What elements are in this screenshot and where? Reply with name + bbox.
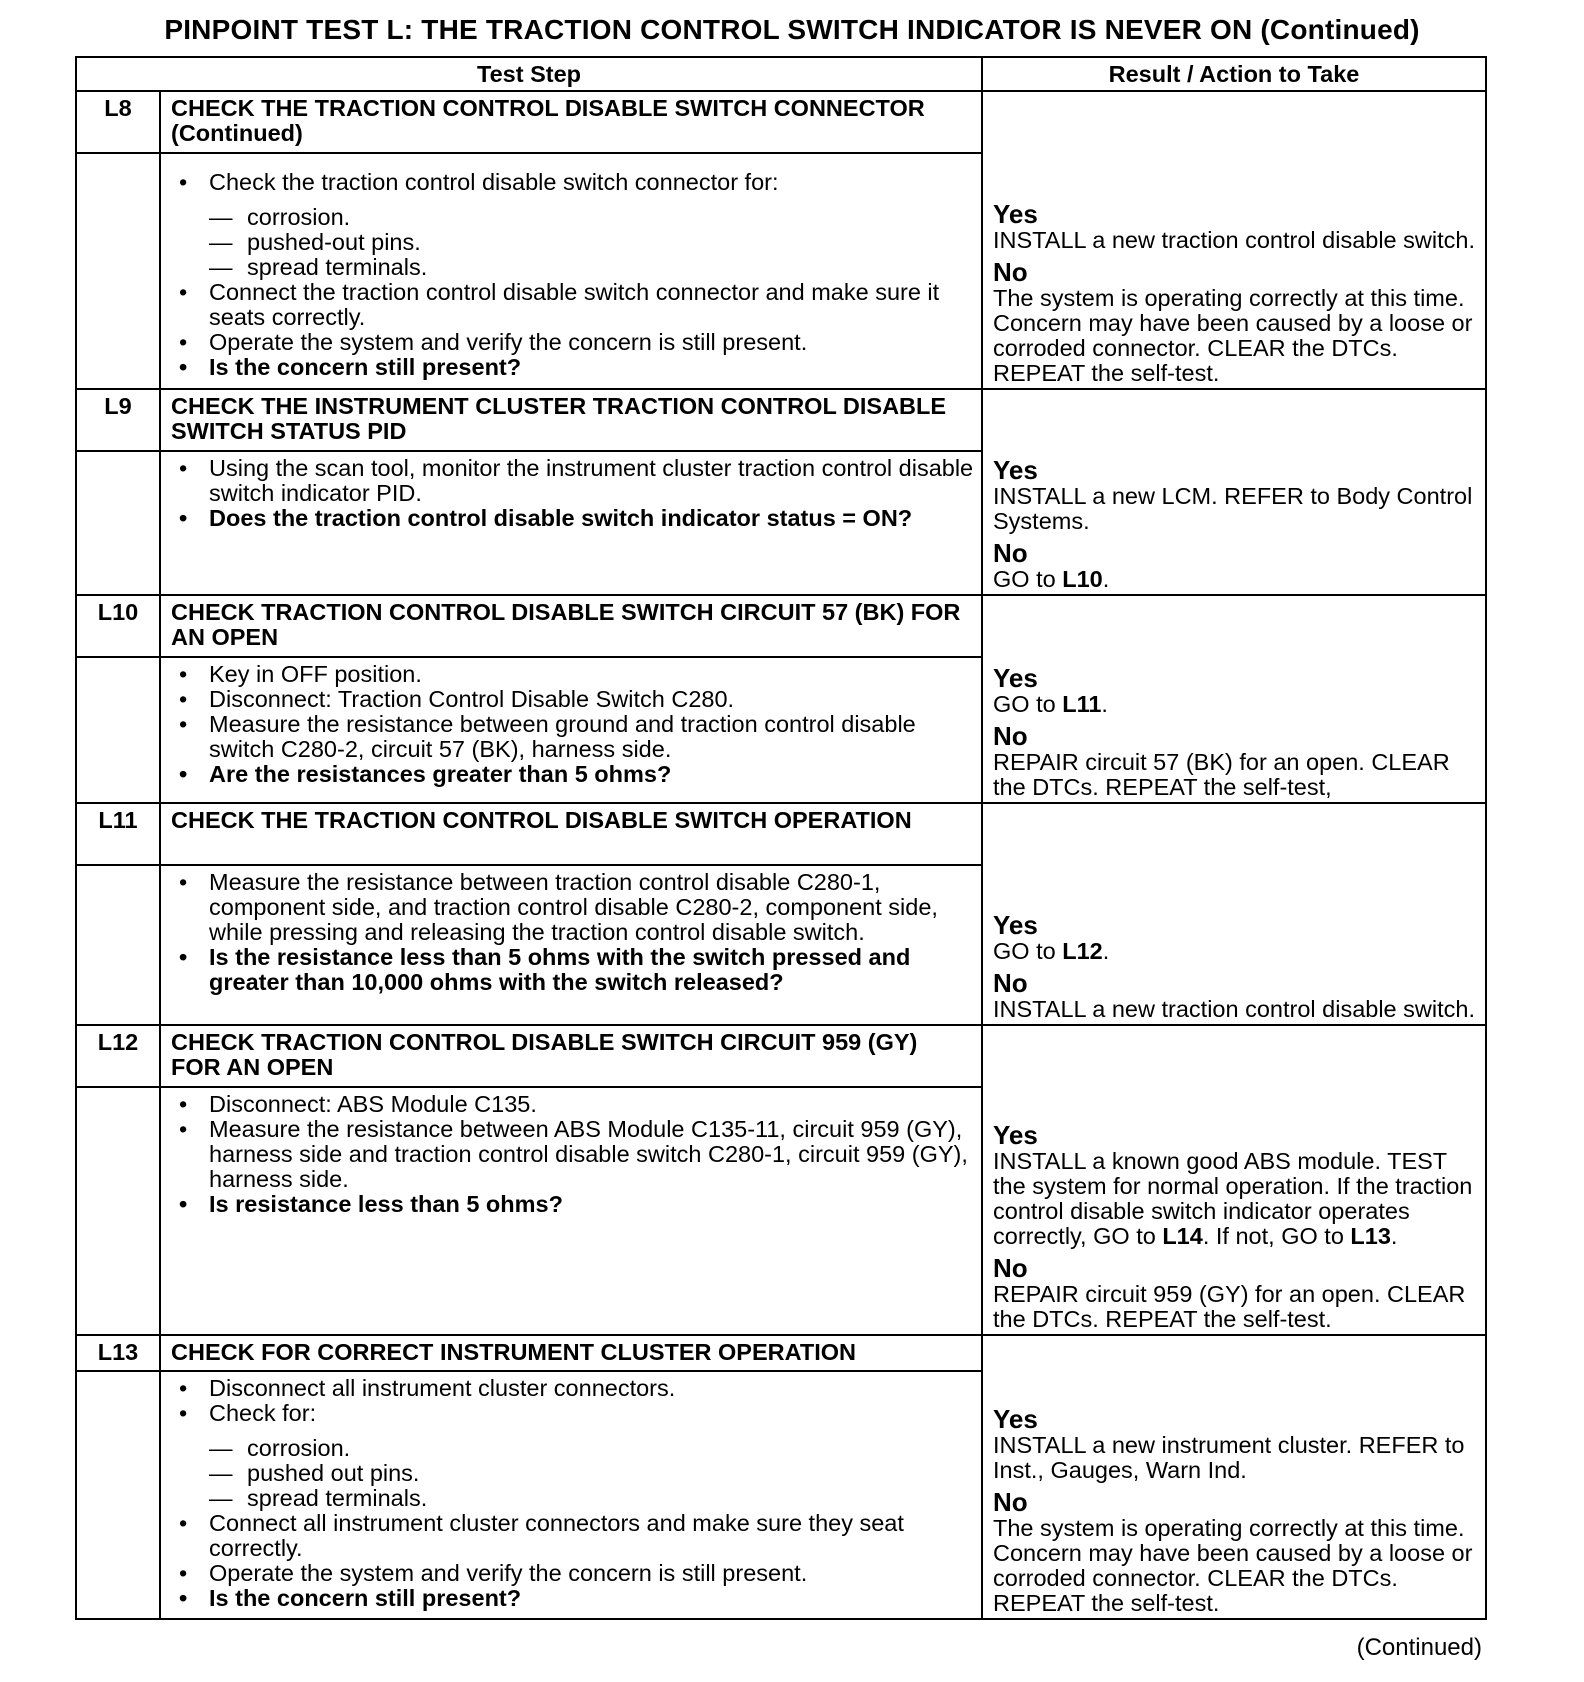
table-header-row — [76, 57, 1486, 91]
list-item: — corrosion. — [209, 205, 975, 230]
step-title-row — [76, 389, 1486, 451]
step-title-row — [76, 803, 1486, 865]
result-no-text: INSTALL a new traction control disable switch. — [993, 996, 1475, 1022]
step-id: L11 — [76, 803, 160, 865]
step-title-row — [76, 1025, 1486, 1087]
result-no-text: REPAIR circuit 959 (GY) for an open. CLEAR the DTCs. REPEAT the self-test. — [993, 1281, 1466, 1332]
result-no-label: No — [993, 721, 1028, 751]
step-id: L13 — [76, 1335, 160, 1371]
list-item: • Is resistance less than 5 ohms? — [171, 1192, 975, 1217]
list-item: — spread terminals. — [209, 255, 975, 280]
result-yes-text: GO to L12. — [993, 938, 1110, 964]
list-item: • Does the traction control disable switch indicator status = ON? — [171, 506, 975, 531]
list-item: • Check for: — corrosion. — pushed out pins. — spread terminals. — [171, 1401, 975, 1511]
result-yes-label: Yes — [993, 663, 1038, 693]
list-item: • Are the resistances greater than 5 ohms? — [171, 762, 975, 787]
list-item: — pushed-out pins. — [209, 230, 975, 255]
list-item: • Disconnect: ABS Module C135. — [171, 1092, 975, 1117]
list-item: • Is the concern still present? — [171, 1586, 975, 1611]
result-yes-text: GO to L11. — [993, 691, 1108, 717]
list-item: • Check the traction control disable switch connector for: — corrosion. — pushed-out pins. — spread terminals. — [171, 170, 975, 280]
result-yes-text: INSTALL a known good ABS module. TEST the system for normal operation. If the traction control disable switch indicator operates correctly, GO to L14. If not, GO to L13. — [993, 1148, 1473, 1249]
result-yes-text: INSTALL a new instrument cluster. REFER to Inst., Gauges, Warn Ind. — [993, 1432, 1465, 1483]
result-yes-label: Yes — [993, 910, 1038, 940]
step-body — [160, 657, 982, 803]
step-title: CHECK TRACTION CONTROL DISABLE SWITCH CIRCUIT 959 (GY) FOR AN OPEN — [160, 1025, 982, 1087]
pinpoint-test-table — [75, 56, 1487, 1620]
result-yes-text: INSTALL a new traction control disable switch. — [993, 227, 1475, 253]
result-yes-label: Yes — [993, 1120, 1038, 1150]
result-no-label: No — [993, 968, 1028, 998]
list-item: • Connect all instrument cluster connectors and make sure they seat correctly. — [171, 1511, 975, 1561]
result-yes-label: Yes — [993, 1404, 1038, 1434]
step-title-row — [76, 91, 1486, 153]
result-no-label: No — [993, 1253, 1028, 1283]
list-item: • Operate the system and verify the concern is still present. — [171, 1561, 975, 1586]
list-item: • Connect the traction control disable switch connector and make sure it seats correctly. — [171, 280, 975, 330]
step-title: CHECK THE TRACTION CONTROL DISABLE SWITCH CONNECTOR (Continued) — [160, 91, 982, 153]
result-no-label: No — [993, 1487, 1028, 1517]
step-result — [982, 91, 1486, 389]
list-item: • Disconnect all instrument cluster connectors. — [171, 1376, 975, 1401]
step-id: L8 — [76, 91, 160, 153]
step-result — [982, 803, 1486, 1025]
step-body — [160, 451, 982, 595]
step-result — [982, 595, 1486, 803]
step-title: CHECK TRACTION CONTROL DISABLE SWITCH CIRCUIT 57 (BK) FOR AN OPEN — [160, 595, 982, 657]
list-item: — corrosion. — [209, 1436, 975, 1461]
result-yes-label: Yes — [993, 455, 1038, 485]
step-id: L10 — [76, 595, 160, 657]
list-item: • Is the concern still present? — [171, 355, 975, 380]
step-id: L12 — [76, 1025, 160, 1087]
list-item: • Using the scan tool, monitor the instrument cluster traction control disable switch indicator PID. — [171, 456, 975, 506]
list-item: • Measure the resistance between ABS Module C135-11, circuit 959 (GY), harness side and traction control disable switch C280-1, circuit 959 (GY), harness side. — [171, 1117, 975, 1192]
list-item: • Disconnect: Traction Control Disable Switch C280. — [171, 687, 975, 712]
result-header: Result / Action to Take — [982, 57, 1486, 91]
step-result — [982, 389, 1486, 595]
step-id: L9 — [76, 389, 160, 451]
continued-note: (Continued) — [1356, 1634, 1482, 1661]
list-item: — pushed out pins. — [209, 1461, 975, 1486]
step-title-row — [76, 595, 1486, 657]
step-title: CHECK FOR CORRECT INSTRUMENT CLUSTER OPERATION — [160, 1335, 982, 1371]
result-no-text: The system is operating correctly at this time. Concern may have been caused by a loose or corroded connector. CLEAR the DTCs. REPEAT the self-test. — [993, 1515, 1473, 1616]
result-no-text: The system is operating correctly at this time. Concern may have been caused by a loose or corroded connector. CLEAR the DTCs. REPEAT the self-test. — [993, 285, 1473, 386]
list-item: • Key in OFF position. — [171, 662, 975, 687]
step-title-row — [76, 1335, 1486, 1371]
step-body — [160, 1371, 982, 1619]
list-item: — spread terminals. — [209, 1486, 975, 1511]
result-no-text: GO to L10. — [993, 566, 1110, 592]
result-no-label: No — [993, 257, 1028, 287]
result-no-text: REPAIR circuit 57 (BK) for an open. CLEAR the DTCs. REPEAT the self-test, — [993, 749, 1450, 800]
test-step-header: Test Step — [76, 57, 982, 91]
list-item: • Is the resistance less than 5 ohms with the switch pressed and greater than 10,000 ohms with the switch released? — [171, 945, 975, 995]
step-body — [160, 1087, 982, 1335]
result-yes-label: Yes — [993, 199, 1038, 229]
step-result — [982, 1335, 1486, 1619]
result-yes-text: INSTALL a new LCM. REFER to Body Control Systems. — [993, 483, 1473, 534]
result-no-label: No — [993, 538, 1028, 568]
page-title: PINPOINT TEST L: THE TRACTION CONTROL SWITCH INDICATOR IS NEVER ON (Continued) — [164, 14, 1420, 45]
step-title: CHECK THE INSTRUMENT CLUSTER TRACTION CONTROL DISABLE SWITCH STATUS PID — [160, 389, 982, 451]
step-body — [160, 153, 982, 389]
list-item: • Measure the resistance between traction control disable C280-1, component side, and traction control disable C280-2, component side, while pressing and releasing the traction control disable switch. — [171, 870, 975, 945]
step-body — [160, 865, 982, 1025]
step-result — [982, 1025, 1486, 1335]
step-title: CHECK THE TRACTION CONTROL DISABLE SWITCH OPERATION — [160, 803, 982, 865]
list-item: • Measure the resistance between ground and traction control disable switch C280-2, circuit 57 (BK), harness side. — [171, 712, 975, 762]
list-item: • Operate the system and verify the concern is still present. — [171, 330, 975, 355]
